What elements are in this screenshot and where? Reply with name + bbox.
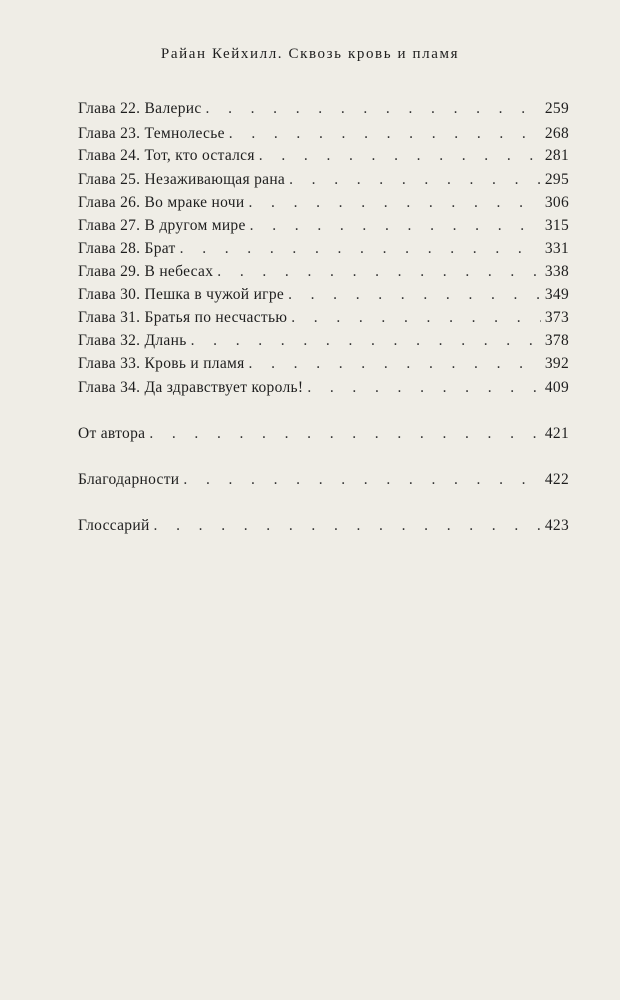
toc-entry-page: 422 xyxy=(544,471,569,488)
toc-entry-page: 423 xyxy=(544,517,569,534)
dot-leader xyxy=(289,171,541,189)
toc-entry xyxy=(78,171,569,193)
toc-entry-page: 281 xyxy=(544,147,569,164)
toc-entry-title: Благодарности xyxy=(78,471,180,488)
toc-entry-title: Глава 25. Незаживающая рана xyxy=(78,171,286,188)
toc-entry-page: 315 xyxy=(544,217,569,234)
toc-entry xyxy=(78,286,569,308)
toc-entry xyxy=(78,194,569,216)
toc-entry-page: 349 xyxy=(544,286,569,303)
toc-entry-title: Глава 24. Тот, кто остался xyxy=(78,147,255,164)
dot-leader xyxy=(183,471,540,489)
dot-leader xyxy=(249,355,541,373)
toc-entry-page: 373 xyxy=(544,309,569,326)
dot-leader xyxy=(180,240,541,258)
toc-entry-title: Глоссарий xyxy=(78,517,150,534)
toc-entry-title: Глава 26. Во мраке ночи xyxy=(78,194,245,211)
toc-entry-page: 421 xyxy=(544,425,569,442)
toc-entry-page: 268 xyxy=(544,125,569,142)
toc-entry xyxy=(78,355,569,377)
toc-entry-page: 392 xyxy=(544,355,569,372)
toc-entry-title: Глава 29. В небесах xyxy=(78,263,214,280)
toc-entry-title: Глава 23. Темнолесье xyxy=(78,125,225,142)
dot-leader xyxy=(250,217,541,235)
toc-entry xyxy=(78,147,569,169)
toc-entry-title: Глава 31. Братья по несчастью xyxy=(78,309,288,326)
dot-leader xyxy=(206,100,541,118)
toc-entry-title: Глава 32. Длань xyxy=(78,332,187,349)
toc-entry xyxy=(78,332,569,354)
toc-entry xyxy=(78,100,569,122)
dot-leader xyxy=(191,332,541,350)
toc-entry-page: 306 xyxy=(544,194,569,211)
toc-entry-title: Глава 27. В другом мире xyxy=(78,217,246,234)
toc-entry-title: Глава 33. Кровь и пламя xyxy=(78,355,245,372)
toc-entry-title: От автора xyxy=(78,425,146,442)
toc-entry-page: 338 xyxy=(544,263,569,280)
toc-entry xyxy=(78,263,569,285)
toc-entry-page: 378 xyxy=(544,332,569,349)
running-head: Райан Кейхилл. Сквозь кровь и пламя xyxy=(160,46,460,62)
toc-entry-title: Глава 30. Пешка в чужой игре xyxy=(78,286,285,303)
toc-entry-title: Глава 22. Валерис xyxy=(78,100,202,117)
dot-leader xyxy=(248,194,540,212)
toc-entry xyxy=(78,517,569,539)
dot-leader xyxy=(229,125,541,143)
toc-entry xyxy=(78,125,569,147)
toc-entry xyxy=(78,309,569,331)
toc-entry-page: 259 xyxy=(544,100,569,117)
dot-leader xyxy=(307,379,541,397)
toc-entry xyxy=(78,217,569,239)
dot-leader xyxy=(288,286,541,304)
toc-entry-title: Глава 28. Брат xyxy=(78,240,176,257)
dot-leader xyxy=(217,263,541,281)
toc-entry xyxy=(78,471,569,493)
toc-entry-page: 331 xyxy=(544,240,569,257)
dot-leader xyxy=(291,309,541,327)
toc-entry xyxy=(78,379,569,401)
dot-leader xyxy=(154,517,541,535)
dot-leader xyxy=(259,147,541,165)
toc-entry-page: 409 xyxy=(544,379,569,396)
toc-entry xyxy=(78,240,569,262)
dot-leader xyxy=(149,425,541,443)
toc-entry-title: Глава 34. Да здравствует король! xyxy=(78,379,304,396)
toc-entry xyxy=(78,425,569,447)
toc-entry-page: 295 xyxy=(544,171,569,188)
